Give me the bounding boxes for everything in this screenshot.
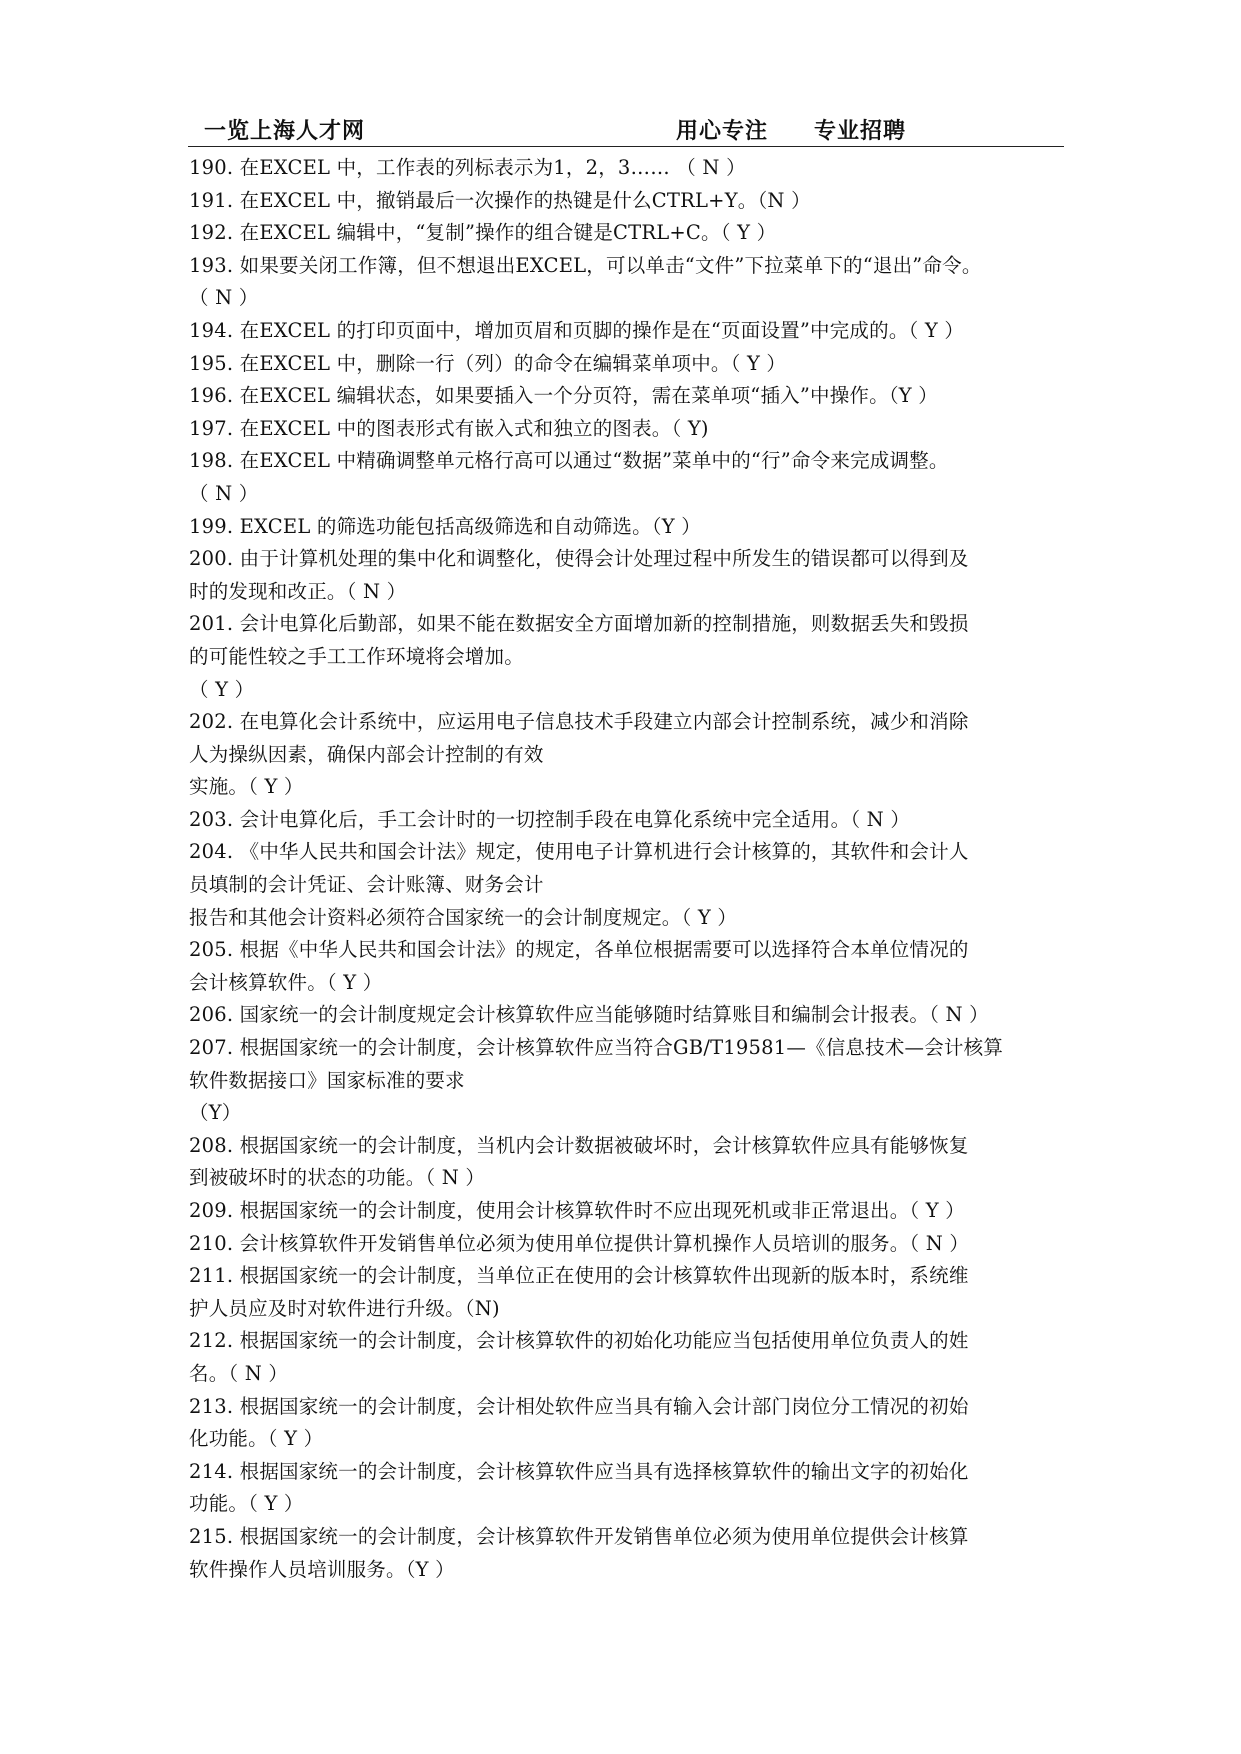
text-line: 203. 会计电算化后，手工会计时的一切控制手段在电算化系统中完全适用。（ N ） [189, 807, 911, 831]
site-name: 一览上海人才网 [204, 119, 366, 144]
text-line: 的可能性较之手工工作环境将会增加。 [189, 644, 524, 668]
text-line: 到被破坏时的状态的功能。（ N ） [189, 1166, 486, 1190]
text-line: 名。（ N ） [189, 1361, 289, 1385]
text-line: 211. 根据国家统一的会计制度，当单位正在使用的会计核算软件出现新的版本时，系统维 [189, 1264, 969, 1288]
text-line: 202. 在电算化会计系统中，应运用电子信息技术手段建立内部会计控制系统，减少和消除 [189, 710, 969, 734]
text-line: （ Y ） [189, 677, 255, 701]
text-line: 190. 在EXCEL 中，工作表的列标表示为1，2，3…… （ N ） [189, 156, 746, 179]
text-line: 实施。（ Y ） [189, 775, 304, 799]
text-line: 功能。（ Y ） [189, 1492, 304, 1516]
text-line: 会计核算软件。（ Y ） [189, 970, 383, 994]
text-line: 209. 根据国家统一的会计制度，使用会计核算软件时不应出现死机或非正常退出。（ Y ） [189, 1199, 965, 1222]
text-line: 时的发现和改正。（ N ） [189, 579, 407, 603]
text-line: 193. 如果要关闭工作簿，但不想退出EXCEL，可以单击“文件”下拉菜单下的“退出”命令。 [189, 253, 982, 277]
text-line: 软件数据接口》国家标准的要求 [189, 1068, 465, 1092]
text-line: 191. 在EXCEL 中，撤销最后一次操作的热键是什么CTRL+Y。（N ） [189, 188, 811, 212]
text-line: （ N ） [189, 481, 259, 505]
text-line: 人为操纵因素，确保内部会计控制的有效 [189, 742, 544, 766]
text-line: 护人员应及时对软件进行升级。（N) [189, 1296, 500, 1320]
text-line: 198. 在EXCEL 中精确调整单元格行高可以通过“数据”菜单中的“行”命令来完成调整。 [189, 449, 949, 473]
text-line: 199. EXCEL 的筛选功能包括高级筛选和自动筛选。（Y ） [189, 514, 701, 538]
text-line: 200. 由于计算机处理的集中化和调整化，使得会计处理过程中所发生的错误都可以得到及 [189, 547, 969, 571]
text-line: （ N ） [189, 286, 259, 310]
text-line: 212. 根据国家统一的会计制度，会计核算软件的初始化功能应当包括使用单位负责人的姓 [189, 1329, 969, 1353]
text-line: 194. 在EXCEL 的打印页面中，增加页眉和页脚的操作是在“页面设置”中完成的。（ Y ） [189, 318, 965, 342]
question-list [189, 152, 1089, 1586]
text-line: 196. 在EXCEL 编辑状态，如果要插入一个分页符，需在菜单项“插入”中操作。（Y ） [189, 384, 938, 408]
text-line: 215. 根据国家统一的会计制度，会计核算软件开发销售单位必须为使用单位提供会计核算 [189, 1524, 969, 1548]
text-line: 208. 根据国家统一的会计制度，当机内会计数据被破坏时，会计核算软件应具有能够恢复 [189, 1133, 969, 1157]
text-line: 210. 会计核算软件开发销售单位必须为使用单位提供计算机操作人员培训的服务。（ N ） [189, 1231, 970, 1255]
text-line: （Y） [189, 1101, 242, 1125]
page-header [188, 112, 1064, 147]
text-line: 195. 在EXCEL 中，删除一行（列）的命令在编辑菜单项中。（ Y ） [189, 351, 787, 375]
text-line: 报告和其他会计资料必须符合国家统一的会计制度规定。（ Y ） [189, 905, 738, 929]
text-line: 员填制的会计凭证、会计账簿、财务会计 [189, 873, 544, 897]
text-line: 204. 《中华人民共和国会计法》规定，使用电子计算机进行会计核算的，其软件和会计人 [189, 840, 969, 864]
text-line: 软件操作人员培训服务。（Y ） [189, 1557, 455, 1581]
text-line: 213. 根据国家统一的会计制度，会计相处软件应当具有输入会计部门岗位分工情况的初始 [189, 1394, 969, 1418]
text-line: 201. 会计电算化后勤部，如果不能在数据安全方面增加新的控制措施，则数据丢失和毁损 [189, 612, 969, 636]
text-line: 197. 在EXCEL 中的图表形式有嵌入式和独立的图表。（ Y) [189, 416, 709, 440]
text-line: 207. 根据国家统一的会计制度，会计核算软件应当符合GB/T19581—《信息技术—会计核算 [189, 1036, 1004, 1060]
text-line: 206. 国家统一的会计制度规定会计核算软件应当能够随时结算账目和编制会计报表。（ N ） [189, 1003, 989, 1027]
header-slogan: 用心专注 专业招聘 [676, 119, 907, 144]
text-line: 192. 在EXCEL 编辑中，“复制”操作的组合键是CTRL+C。（ Y ） [189, 221, 777, 245]
text-line: 205. 根据《中华人民共和国会计法》的规定，各单位根据需要可以选择符合本单位情况的 [189, 938, 969, 962]
text-line: 化功能。（ Y ） [189, 1427, 324, 1451]
text-line: 214. 根据国家统一的会计制度，会计核算软件应当具有选择核算软件的输出文字的初始化 [189, 1459, 969, 1483]
